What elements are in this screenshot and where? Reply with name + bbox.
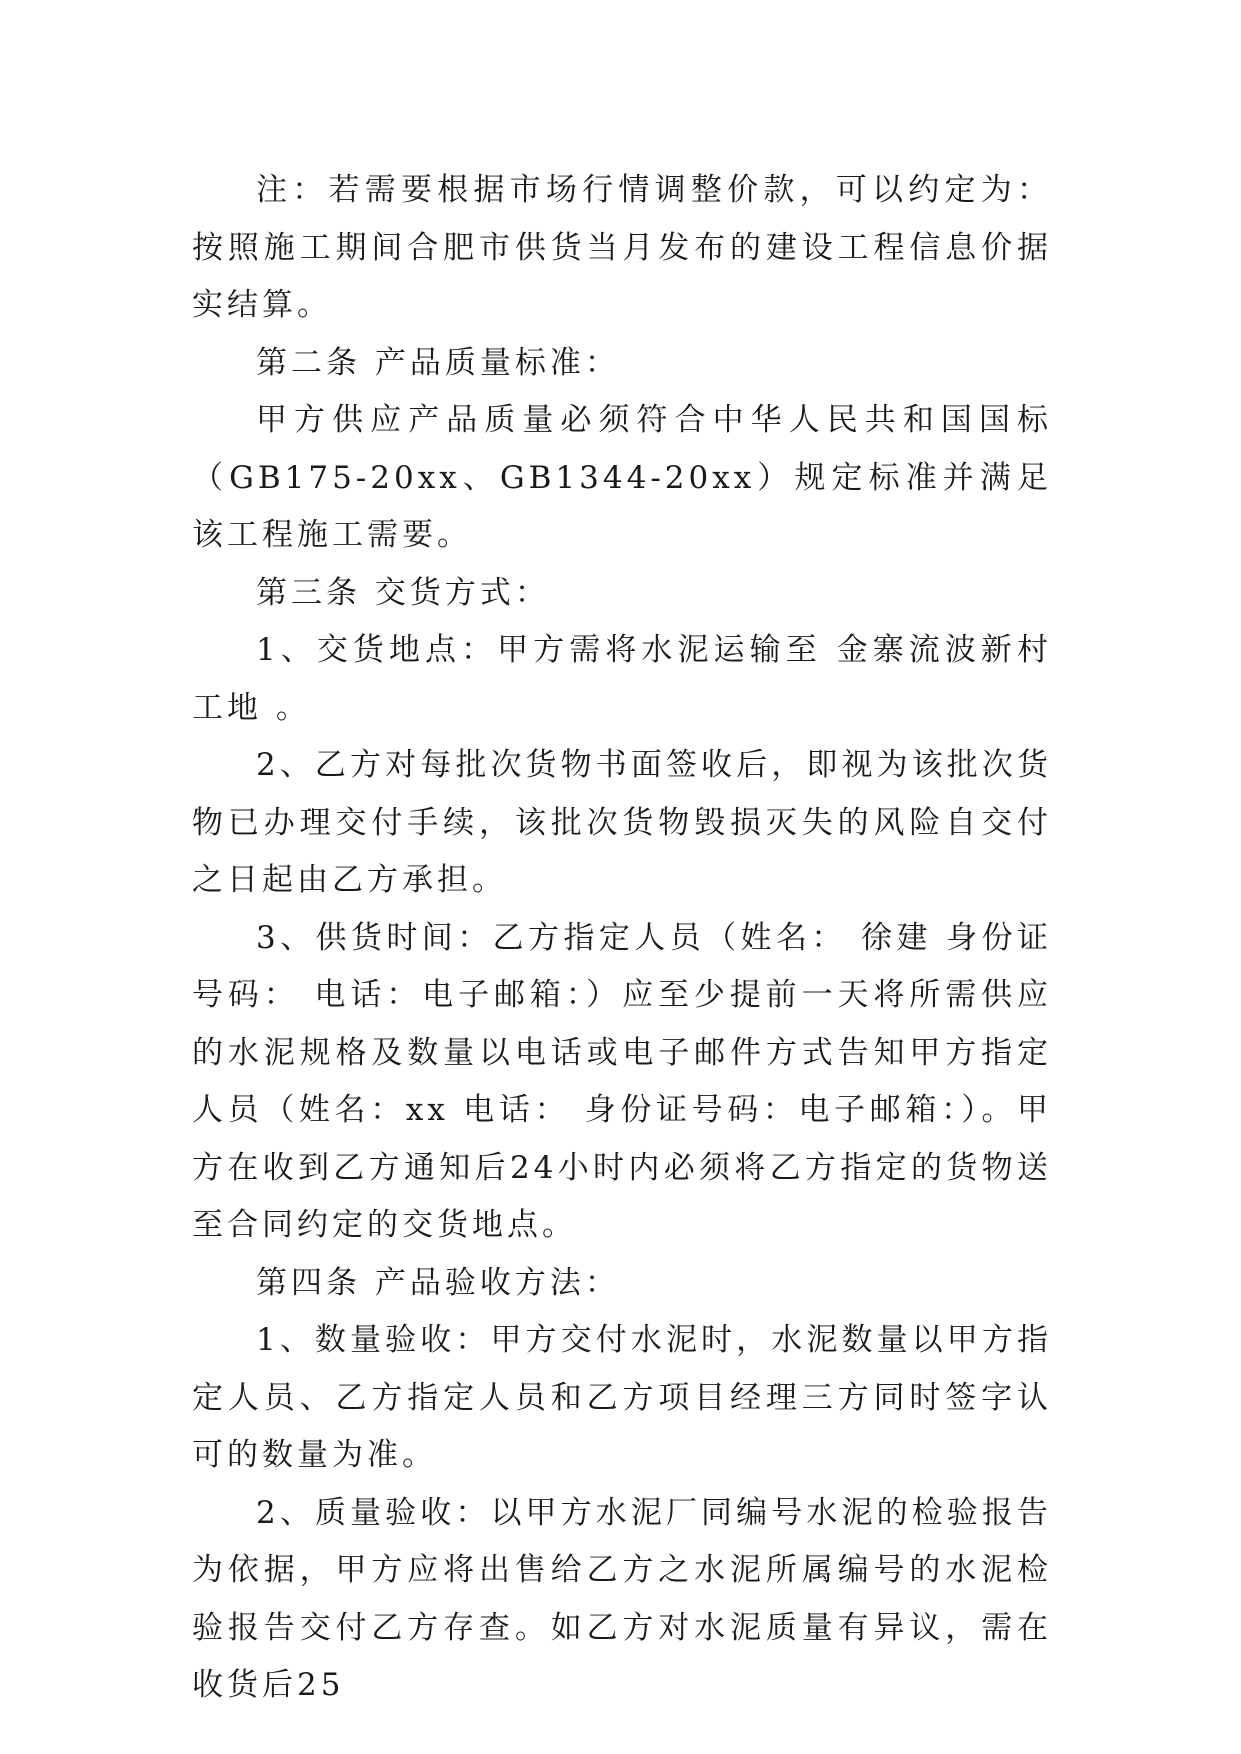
- article-4-heading: 第四条 产品验收方法：: [256, 1264, 620, 1301]
- article-3-heading: 第三条 交货方式：: [256, 574, 550, 611]
- article-4-item-1: 1、数量验收：甲方交付水泥时，水泥数量以甲方指定人员、乙方指定人员和乙方项目经理三方同时签字认可的数量为准。: [192, 1322, 1052, 1473]
- article-3-item-2: 2、乙方对每批次货物书面签收后，即视为该批次货物已办理交付手续，该批次货物毁损灭失的风险自交付之日起由乙方承担。: [192, 747, 1052, 898]
- note-price-adjustment: 注：若需要根据市场行情调整价款，可以约定为：按照施工期间合肥市供货当月发布的建设工程信息价据实结算。: [192, 172, 1052, 323]
- article-3-item-3: 3、供货时间：乙方指定人员（姓名： 徐建 身份证号码： 电话：电子邮箱：）应至少提前一天将所需供应的水泥规格及数量以电话或电子邮件方式告知甲方指定人员（姓名：xx 电话： 身份证号码：电子邮箱：）。甲方在收到乙方通知后24小时内必须将乙方指定的货物送至合同约定的交货地点。: [192, 919, 1052, 1243]
- article-2-quality-standard: 甲方供应产品质量必须符合中华人民共和国国标（GB175-20xx、GB1344-20xx）规定标准并满足该工程施工需要。: [192, 402, 1052, 553]
- article-4-item-2: 2、质量验收：以甲方水泥厂同编号水泥的检验报告为依据，甲方应将出售给乙方之水泥所属编号的水泥检验报告交付乙方存查。如乙方对水泥质量有异议，需在收货后25: [192, 1494, 1052, 1703]
- article-3-item-1: 1、交货地点：甲方需将水泥运输至 金寨流波新村工地 。: [192, 632, 1052, 726]
- article-2-heading: 第二条 产品质量标准：: [256, 344, 620, 381]
- document-body: [192, 162, 1052, 1715]
